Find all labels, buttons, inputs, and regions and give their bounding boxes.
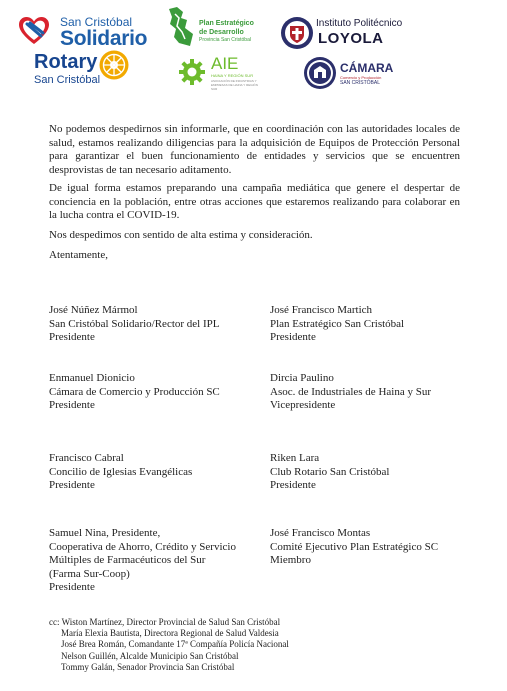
logo-text: Comercio y Producción: [340, 75, 382, 80]
seal-icon: [280, 16, 314, 50]
logo-text: Provincia San Cristóbal: [199, 37, 251, 43]
san-cristobal-solidario-logo: [18, 12, 148, 52]
signature-block: [270, 452, 490, 493]
cc-line: Nelson Guillén, Alcalde Municipio San Cristóbal: [61, 650, 239, 661]
instituto-loyola-logo: [280, 16, 403, 52]
map-icon: [163, 6, 197, 48]
signer-name: Dircia Paulino: [270, 372, 334, 384]
signature-block: [49, 304, 269, 345]
signer-role: Presidente: [49, 331, 95, 344]
signer-org: Múltiples de Farmacéuticos del Sur: [49, 554, 206, 567]
logo-text: SAN CRISTÓBAL: [340, 80, 381, 86]
signer-role: Miembro: [270, 554, 311, 567]
signer-org: Plan Estratégico San Cristóbal: [270, 317, 405, 330]
signer-role: Presidente: [49, 581, 95, 594]
signature-block: [49, 527, 269, 595]
paragraph-ppe: No podemos despedirnos sin informarle, que en coordinación con las autoridades locales de salud, estamos realizando diligencias para la adquisición de Equipos de Protección Personal para garantizar el buen funcionamiento de entidades y servicios que se encuentren desprovistas de tan necesario aditamento.: [49, 123, 460, 176]
cc-list: [49, 617, 289, 673]
closing: Atentamente,: [49, 249, 108, 261]
signer-name: Samuel Nina, Presidente,: [49, 527, 161, 539]
signature-block: [270, 527, 490, 568]
logo-text: de Desarrollo: [199, 29, 244, 36]
gear-icon: [178, 58, 206, 86]
cc-line: cc: Wiston Martínez, Director Provincial de Salud San Cristóbal: [49, 617, 281, 627]
signature-block: [270, 304, 490, 345]
signer-name: Riken Lara: [270, 452, 320, 464]
seal-icon: [303, 56, 337, 90]
heart-icon: [18, 16, 50, 46]
signature-block: [49, 452, 269, 493]
cc-line: José Brea Román, Comandante 17ª Compañía Policía Nacional: [61, 639, 289, 650]
signer-role: Presidente: [49, 479, 95, 492]
signer-org: Cooperativa de Ahorro, Crédito y Servicio: [49, 540, 236, 553]
logo-text: Solidario: [60, 27, 148, 50]
signer-role: Presidente: [270, 479, 316, 492]
paragraph-campaign: De igual forma estamos preparando una campaña mediática que genere el despertar de conciencia en la población, entre otras acciones que estaremos realizando para colaborar en la lucha contra el COVID-19.: [49, 182, 460, 222]
signer-name: José Núñez Mármol: [49, 304, 138, 316]
logo-text: Instituto Politécnico: [316, 18, 403, 29]
logo-text: Plan Estratégico: [199, 20, 254, 27]
signer-role: Presidente: [270, 331, 316, 344]
signer-org: San Cristóbal Solidario/Rector del IPL: [49, 317, 220, 330]
signer-org: Club Rotario San Cristóbal: [270, 465, 390, 478]
logo-text: HAINA Y REGIÓN SUR: [211, 73, 254, 78]
logo-text: ASOCIACIÓN DE INDUSTRIAS Y EMPRESAS DE HAINA Y REGIÓN SUR: [211, 79, 258, 91]
signer-role: Vicepresidente: [270, 399, 336, 412]
signer-org: (Farma Sur-Coop): [49, 567, 130, 580]
plan-estrategico-logo: [163, 6, 263, 52]
signer-role: Presidente: [49, 399, 95, 412]
logo-text: Rotary: [34, 51, 98, 73]
signer-org: Concilio de Iglesias Evangélicas: [49, 465, 193, 478]
signature-block: [49, 372, 269, 413]
signer-org: Asoc. de Industriales de Haina y Sur: [270, 385, 431, 398]
rotary-wheel-icon: [98, 49, 130, 81]
logo-text: San Cristóbal: [34, 74, 101, 86]
signer-org: Cámara de Comercio y Producción SC: [49, 385, 220, 398]
signer-name: Francisco Cabral: [49, 452, 124, 464]
aie-logo: [178, 56, 268, 92]
logo-text: San Cristóbal: [60, 15, 133, 29]
logo-text: CÁMARA: [340, 61, 394, 75]
logo-text: AIE: [211, 54, 239, 73]
signer-name: Enmanuel Dionicio: [49, 372, 135, 384]
signer-name: José Francisco Martich: [270, 304, 373, 316]
signer-name: José Francisco Montas: [270, 527, 371, 539]
camara-comercio-logo: [303, 56, 403, 92]
signature-block: [270, 372, 490, 413]
signer-org: Comité Ejecutivo Plan Estratégico SC: [270, 540, 439, 553]
cc-line: María Elexia Bautista, Directora Regional de Salud Valdesia: [61, 628, 279, 639]
cc-line: Tommy Galán, Senador Provincia San Cristóbal: [61, 661, 235, 672]
rotary-logo: [34, 49, 144, 91]
logo-text: LOYOLA: [318, 30, 384, 47]
paragraph-farewell: Nos despedimos con sentido de alta estima y consideración.: [49, 229, 313, 241]
